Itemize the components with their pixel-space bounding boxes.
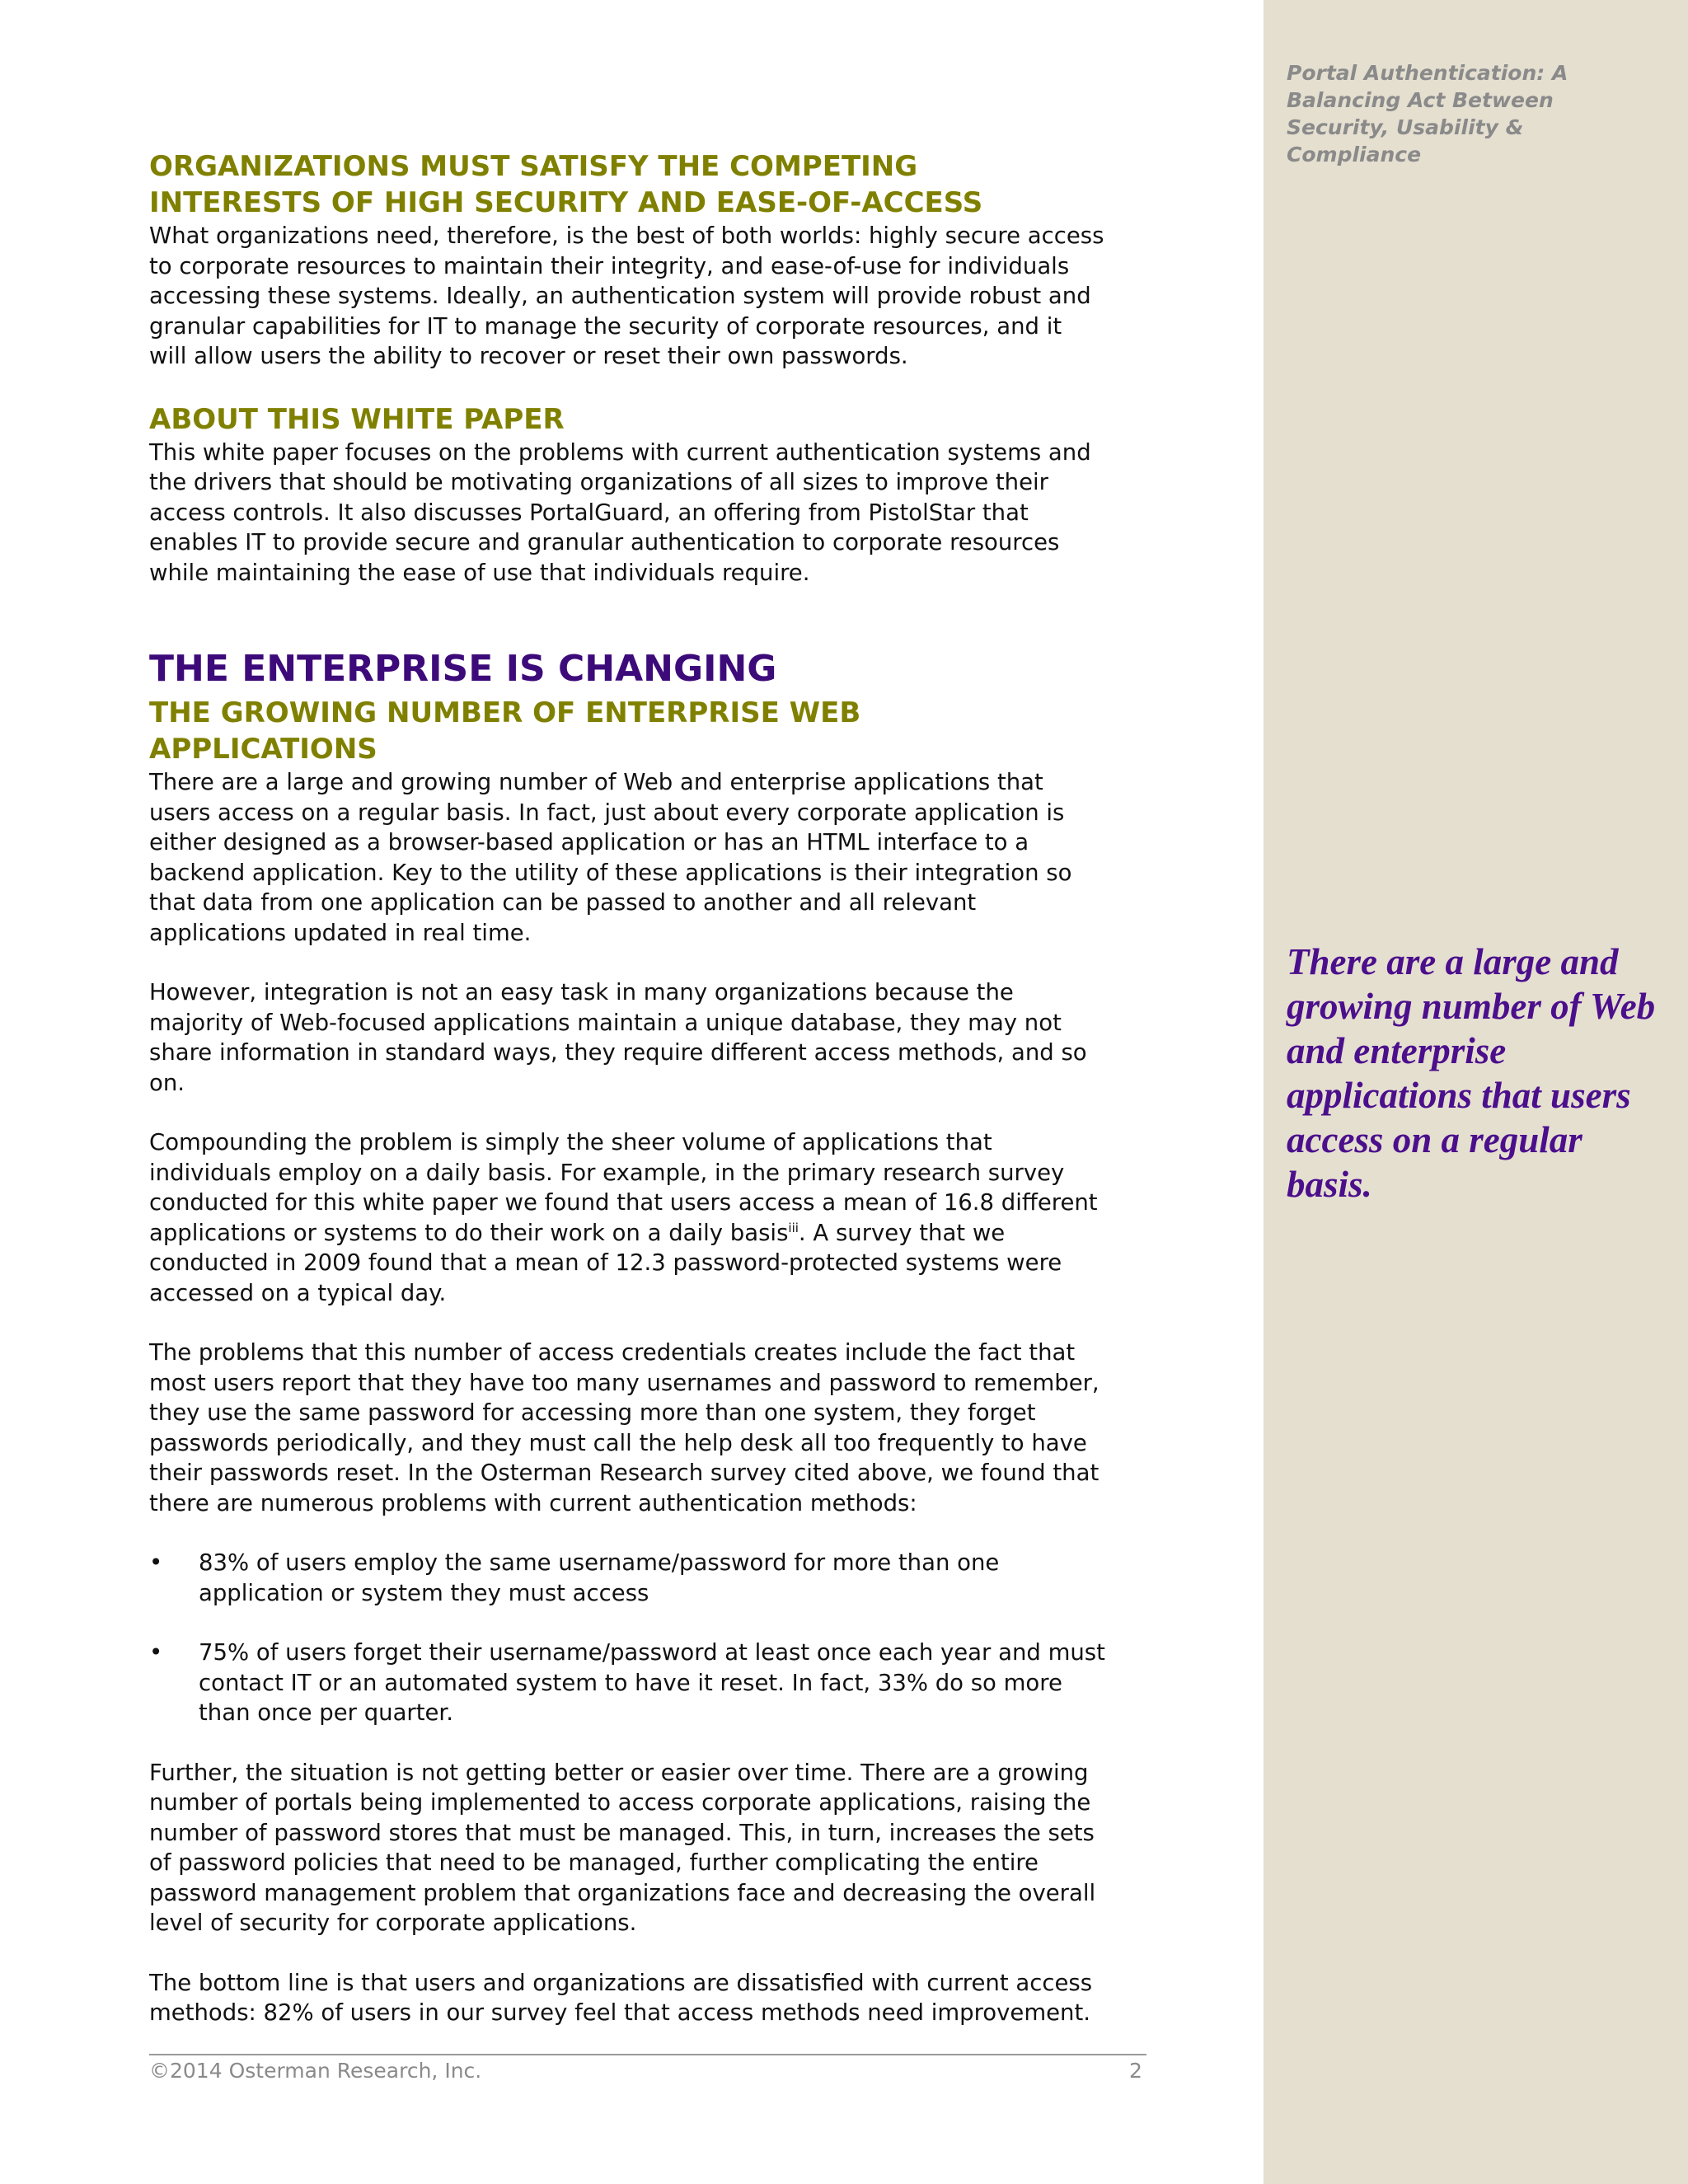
growing-paragraph-2: However, integration is not an easy task in many organizations because the majority of Web-focused applications maintain a unique database, they may not share information in standard ways, they require different access methods, and so on. (149, 979, 1087, 1096)
growing-paragraph-3-lead: Compounding the problem is simply the sheer volume of applications that individuals employ on a daily basis. For example, in the primary research survey conducted for this white paper we found that users access a mean of 16.8 different applications or systems to do their work on a daily basis (149, 1129, 1098, 1246)
list-item (149, 1548, 1105, 1608)
footer-copyright: ©2014 Osterman Research, Inc. (149, 2059, 482, 2083)
pull-quote: There are a large and growing number of Web and enterprise applications that users access on a regular basis. (1287, 941, 1656, 1205)
running-title: Portal Authentication: A Balancing Act Between Security, Usability & Compliance (1287, 61, 1568, 166)
enterprise-heading: THE ENTERPRISE IS CHANGING (149, 648, 777, 690)
bullet-icon: • (149, 1549, 163, 1576)
growing-paragraph-1: There are a large and growing number of Web and enterprise applications that users access on a regular basis. In fact, just about every corporate application is either designed as a browser-based application or has an HTML interface to a backend application. Key to the utility of these applications is their integration so that data from one application can be passed to another and all relevant applications updated in real time. (149, 769, 1072, 946)
growing-paragraph-5: Further, the situation is not getting better or easier over time. There are a growing number of portals being implemented to access corporate applications, raising the number of password stores that must be managed. This, in turn, increases the sets of password policies that need to be managed, further complicating the entire password management problem that organizations face and decreasing the overall level of security for corporate applications. (149, 1759, 1096, 1936)
growing-paragraph-3 (149, 1127, 1105, 1308)
growing-paragraph-6: The bottom line is that users and organizations are dissatisfied with current access methods: 82% of users in our survey feel that access methods need improvement. (149, 1969, 1093, 2026)
endnote-reference: iii (788, 1220, 799, 1235)
about-paragraph: This white paper focuses on the problems with current authentication systems and the drivers that should be motivating organizations of all sizes to improve their access controls. It also discusses PortalGuard, an offering from PistolStar that enables IT to provide secure and granular authentication to corporate resources while maintaining the ease of use that individuals require. (149, 438, 1091, 586)
footer-divider (149, 2054, 1146, 2055)
list-item-text: 75% of users forget their username/password at least once each year and must contact IT or an automated system to have it reset. In fact, 33% do so more than once per quarter. (199, 1639, 1105, 1726)
bullet-icon: • (149, 1639, 163, 1666)
growing-paragraph-4: The problems that this number of access credentials creates include the fact that most users report that they have too many usernames and password to remember, they use the same password for accessing more than one system, they forget passwords periodically, and they must call the help desk all too frequently to have their passwords reset. In the Osterman Research survey cited above, we found that there are numerous problems with current authentication methods: (149, 1339, 1100, 1516)
growing-paragraph-3-tail: . A survey that we conducted in 2009 found that a mean of 12.3 password-protected systems were accessed on a typical day. (149, 1219, 1062, 1306)
bullet-list (149, 1548, 1105, 1728)
list-item (149, 1638, 1105, 1728)
main-content (149, 148, 1105, 2028)
organizations-paragraph: What organizations need, therefore, is the best of both worlds: highly secure access to corporate resources to maintain their integrity, and ease-of-use for individuals accessing these systems. Ideally, an authentication system will provide robust and granular capabilities for IT to manage the security of corporate resources, and it will allow users the ability to recover or reset their own passwords. (149, 223, 1104, 369)
organizations-heading: ORGANIZATIONS MUST SATISFY THE COMPETING INTERESTS OF HIGH SECURITY AND EASE-OF-ACCESS (149, 150, 983, 219)
list-item-text: 83% of users employ the same username/password for more than one application or system they must access (199, 1549, 1000, 1606)
about-heading: ABOUT THIS WHITE PAPER (149, 402, 565, 436)
growing-heading: THE GROWING NUMBER OF ENTERPRISE WEB APPLICATIONS (149, 696, 861, 766)
page-number: 2 (1129, 2059, 1142, 2083)
